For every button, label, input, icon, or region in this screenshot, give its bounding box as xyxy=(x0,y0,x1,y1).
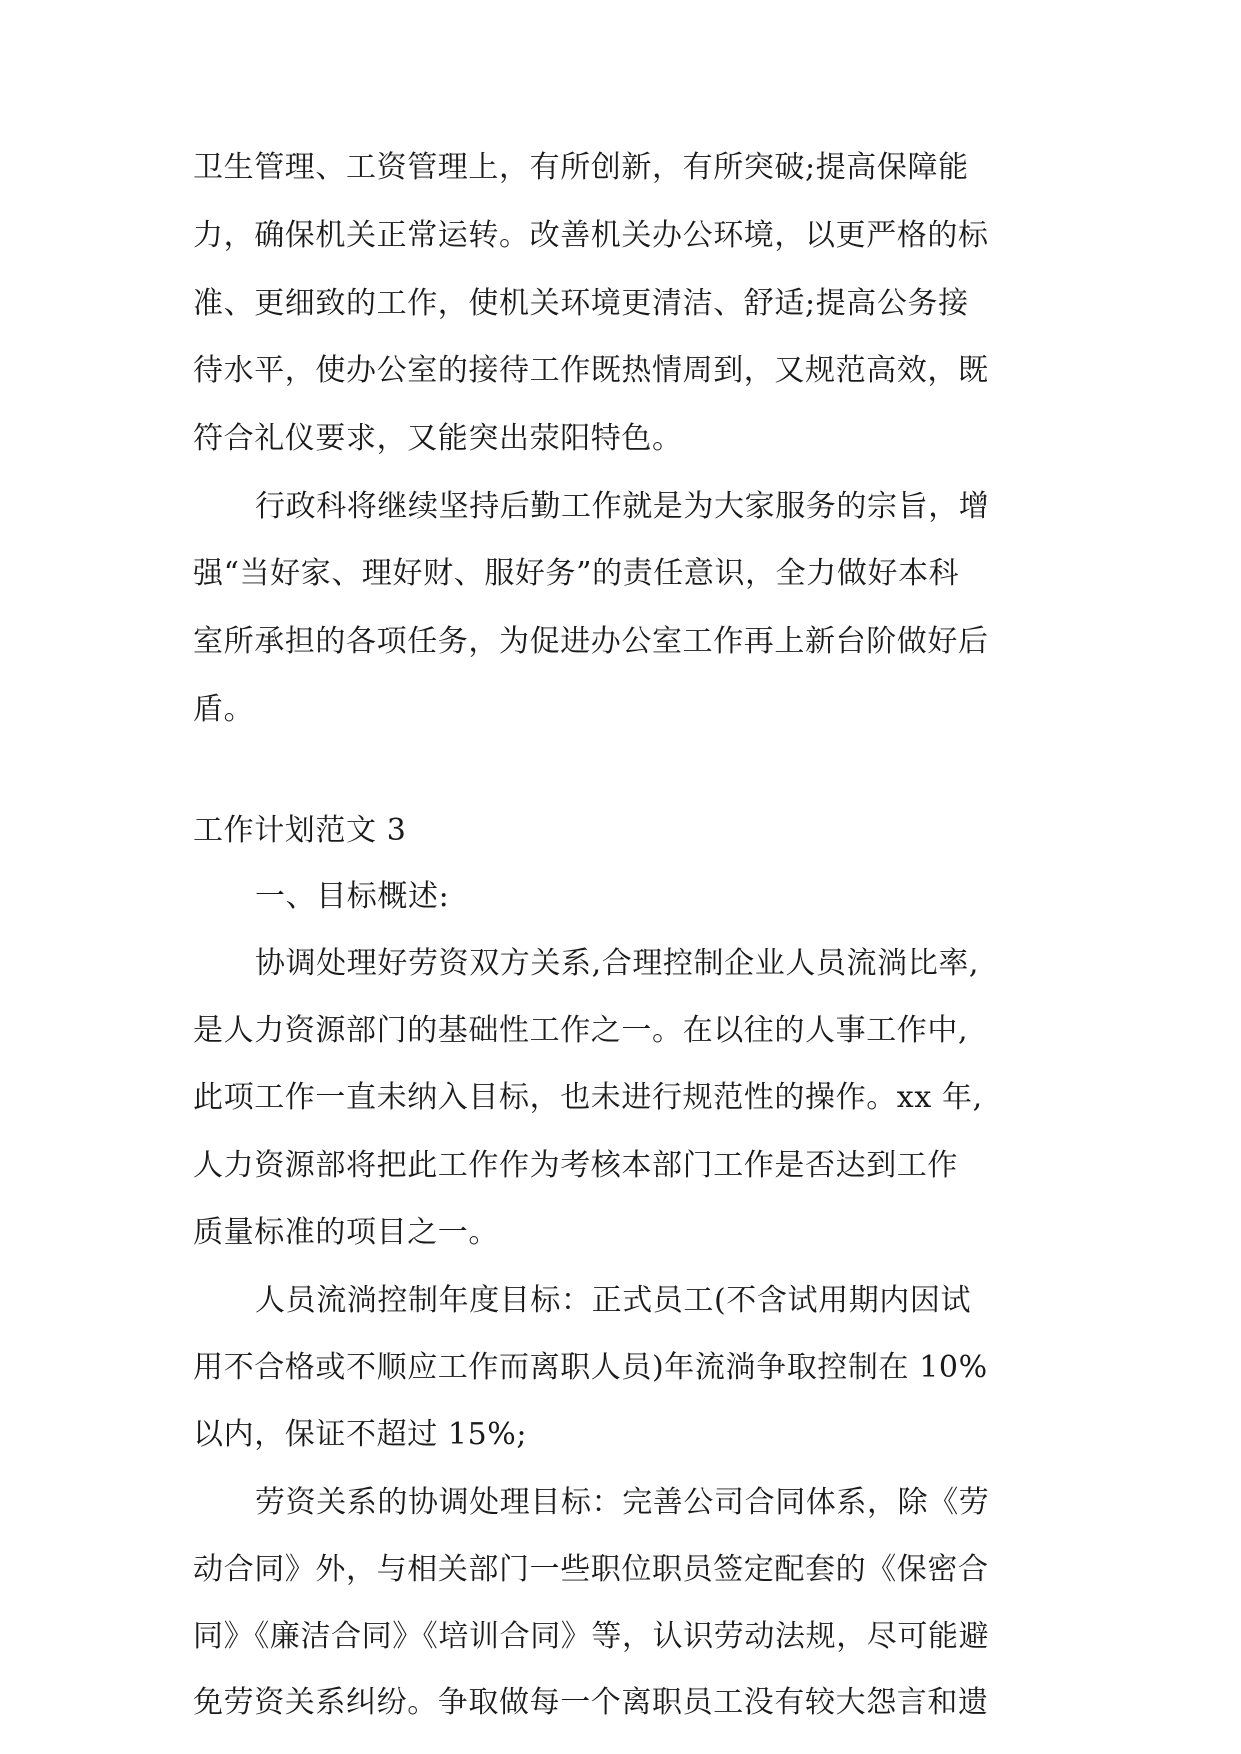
body-text-line: 动合同》外，与相关部门一些职位职员签定配套的《保密合 xyxy=(193,1552,989,1587)
body-text-line: 待水平，使办公室的接待工作既热情周到，又规范高效，既 xyxy=(193,353,989,388)
paragraph-first-line: 劳资关系的协调处理目标：完善公司合同体系，除《劳 xyxy=(255,1485,990,1520)
body-text-line: 符合礼仪要求，又能突出荥阳特色。 xyxy=(193,421,683,456)
body-text-line: 质量标准的项目之一。 xyxy=(193,1215,499,1250)
body-text-line: 人力资源部将把此工作作为考核本部门工作是否达到工作 xyxy=(193,1148,958,1183)
body-text-line: 用不合格或不顺应工作而离职人员)年流淌争取控制在 10% xyxy=(193,1350,988,1385)
paragraph-first-line: 协调处理好劳资双方关系,合理控制企业人员流淌比率, xyxy=(255,946,980,981)
section-heading: 工作计划范文 3 xyxy=(193,813,407,848)
subsection-heading: 一、目标概述: xyxy=(255,879,450,914)
body-text-line: 以内，保证不超过 15%; xyxy=(193,1417,528,1452)
body-text-line: 室所承担的各项任务，为促进办公室工作再上新台阶做好后 xyxy=(193,624,989,659)
body-text-line: 强“当好家、理好财、服好务”的责任意识，全力做好本科 xyxy=(193,556,960,591)
body-text-line: 盾。 xyxy=(193,692,255,727)
body-text-line: 是人力资源部门的基础性工作之一。在以往的人事工作中, xyxy=(193,1013,969,1048)
paragraph-first-line: 人员流淌控制年度目标：正式员工(不含试用期内因试 xyxy=(255,1283,972,1318)
body-text-line: 免劳资关系纠纷。争取做每一个离职员工没有较大怨言和遗 xyxy=(193,1685,989,1720)
paragraph-first-line: 行政科将继续坚持后勤工作就是为大家服务的宗旨，增 xyxy=(255,489,990,524)
body-text-line: 此项工作一直未纳入目标，也未进行规范性的操作。xx 年, xyxy=(193,1080,983,1115)
body-text-line: 准、更细致的工作，使机关环境更清洁、舒适;提高公务接 xyxy=(193,286,969,321)
body-text-line: 同》《廉洁合同》《培训合同》等，认识劳动法规，尽可能避 xyxy=(193,1619,990,1654)
body-text-line: 卫生管理、工资管理上，有所创新，有所突破;提高保障能 xyxy=(193,150,969,185)
body-text-line: 力，确保机关正常运转。改善机关办公环境，以更严格的标 xyxy=(193,218,989,253)
